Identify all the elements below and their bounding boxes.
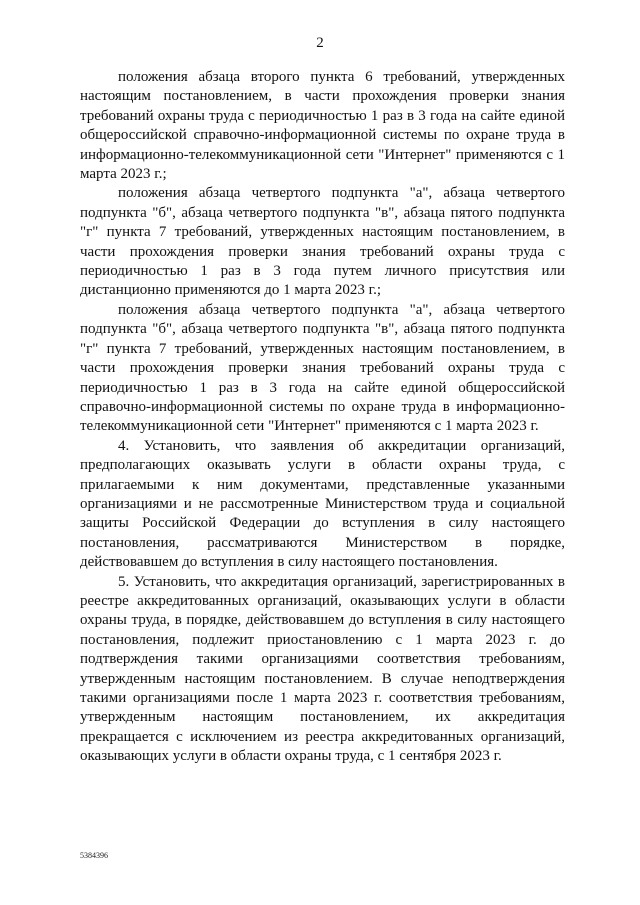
paragraph-abzac-chetvertogo-do: положения абзаца четвертого подпункта "а", абзаца четвертого подпункта "б", абзаца четвертого подпункта "в", абзаца пятого подпункта "г" пункта 7 требований, утвержденных настоящим постановлением, в части прохождения проверки знания требований охраны труда с периодичностью 1 раз в 3 года путем личного присутствия или дистанционно применяются до 1 марта 2023 г.;	[80, 185, 565, 299]
page-number: 2	[316, 35, 324, 51]
paragraph-abzac-vtorogo: положения абзаца второго пункта 6 требований, утвержденных настоящим постановлением, в части прохождения проверки знания требований охраны труда с периодичностью 1 раз в 3 года на сайте единой общероссийской справочно-информационной системы по охране труда в информационно-телекоммуникационной сети "Интернет" применяются с 1 марта 2023 г.;	[80, 69, 565, 183]
document-code: 5384396	[80, 851, 108, 860]
paragraph-abzac-chetvertogo-s: положения абзаца четвертого подпункта "а", абзаца четвертого подпункта "б", абзаца четвертого подпункта "в", абзаца пятого подпункта "г" пункта 7 требований, утвержденных настоящим постановлением, в части прохождения проверки знания требований охраны труда с периодичностью 1 раз в 3 года на сайте единой общероссийской справочно-информационной системы по охране труда в информационно-телекоммуникационной сети "Интернет" применяются с 1 марта 2023 г.	[80, 301, 565, 435]
paragraph-item-4: 4. Установить, что заявления об аккредитации организаций, предполагающих оказывать услуги в области охраны труда, с прилагаемыми к ним документами, представленные указанными организациями и не рассмотренные Министерством труда и социальной защиты Российской Федерации до вступления в силу настоящего постановления, рассматриваются Министерством в порядке, действовавшем до вступления в силу настоящего постановления.	[80, 437, 565, 571]
document-body	[80, 68, 565, 767]
paragraph-item-5: 5. Установить, что аккредитация организаций, зарегистрированных в реестре аккредитованных организаций, оказывающих услуги в области охраны труда, в порядке, действовавшем до вступления в силу настоящего постановления, подлежит приостановлению с 1 марта 2023 г. до подтверждения такими организациями соответствия требованиям, утвержденным настоящим постановлением. В случае неподтверждения такими организациями после 1 марта 2023 г. соответствия требованиям, утвержденным настоящим постановлением, их аккредитация прекращается с исключением из реестра аккредитованных организаций, оказывающих услуги в области охраны труда, с 1 сентября 2023 г.	[80, 573, 565, 765]
